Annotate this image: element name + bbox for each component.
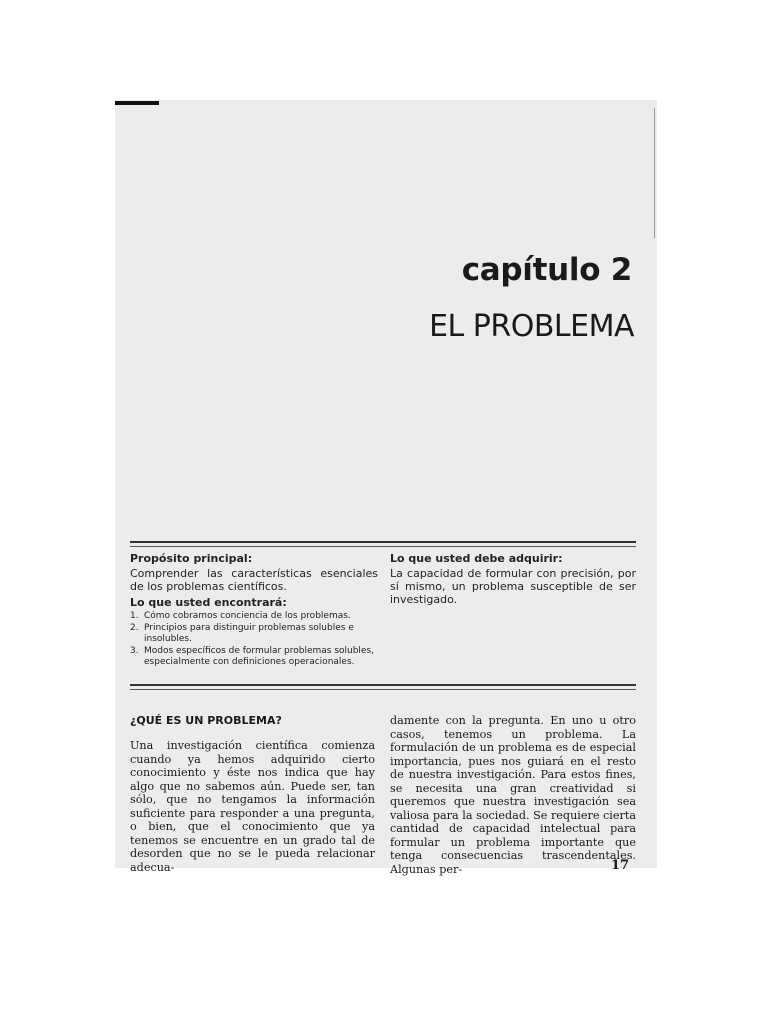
box-bottom-rule-thin — [130, 689, 636, 690]
box-top-rule-thin — [130, 546, 636, 547]
list-item: 1. Cómo cobramos conciencia de los problemas. — [130, 611, 351, 621]
chapter-label: capítulo 2 — [461, 252, 632, 288]
body-paragraph-left: Una investigación científica comienza cuando ya hemos adquirido cierto conocimiento y éste nos indica que hay algo que no sabemos aún. Puede ser, tan sólo, que no tengamos la información suficiente para responder a una pregunta, o bien, que el conocimiento que ya tenemos se encuentre en un grado tal de desorden que no se le pueda relacionar adecua- — [130, 739, 375, 874]
purpose-heading: Propósito principal: — [130, 552, 253, 565]
page-edge-line — [654, 108, 655, 238]
find-list — [130, 611, 378, 668]
body-column-right — [390, 714, 636, 876]
box-left-column — [130, 552, 378, 669]
purpose-text: Comprender las características esenciales de los problemas científicos. — [130, 567, 378, 593]
section-heading: ¿QUÉ ES UN PROBLEMA? — [130, 714, 282, 727]
box-bottom-rule — [130, 684, 636, 686]
body-column-left — [130, 714, 375, 874]
box-top-rule — [130, 541, 636, 543]
box-right-column — [390, 552, 636, 606]
acquire-text: La capacidad de formular con precisión, por sí mismo, un problema susceptible de ser investigado. — [390, 567, 636, 606]
find-heading: Lo que usted encontrará: — [130, 596, 287, 609]
chapter-title: EL PROBLEMA — [429, 309, 634, 344]
page-number: 17 — [611, 858, 630, 873]
list-item: 3. Modos específicos de formular problemas solubles, especialmente con definiciones operacionales. — [130, 646, 375, 667]
body-paragraph-right: damente con la pregunta. En uno u otro casos, tenemos un problema. La formulación de un problema es de especial importancia, pues nos guiará en el resto de nuestra investigación. Para estos fines, se necesita una gran creatividad si queremos que nuestra investigación sea valiosa para la sociedad. Se requiere cierta cantidad de capacidad intelectual para formular un problema importante que tenga consecuencias trascendentales. Algunas per- — [390, 714, 636, 876]
acquire-heading: Lo que usted debe adquirir: — [390, 552, 563, 565]
scan-edge-mark — [115, 101, 159, 105]
list-item: 2. Principios para distinguir problemas solubles e insolubles. — [130, 623, 354, 644]
